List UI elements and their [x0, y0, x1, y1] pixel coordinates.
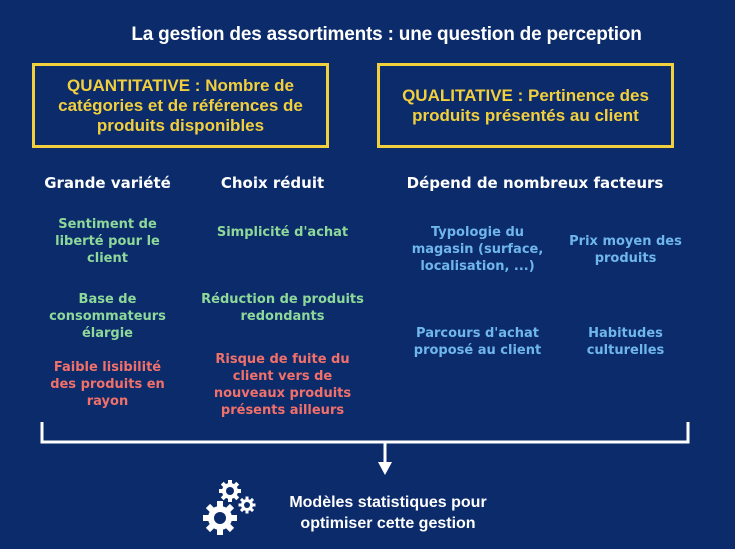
qualitative-label: QUALITATIVE : Pertinence des produits présentés au client [402, 85, 649, 125]
item-liberte: Sentiment de liberté pour le client [55, 217, 160, 266]
gears-icon [200, 475, 260, 537]
item-reduction: Réduction de produits redondants [201, 292, 364, 324]
item-parcours: Parcours d'achat proposé au client [413, 326, 542, 358]
item-simplicite: Simplicité d'achat [216, 225, 349, 240]
quantitative-label: QUANTITATIVE : Nombre de catégories et de références de produits disponibles [58, 75, 303, 135]
conclusion-text: Modèles statistiques pour optimiser cette gestion [289, 494, 487, 532]
heading-facteurs: Dépend de nombreux facteurs [406, 174, 664, 192]
heading-choix-reduit: Choix réduit [220, 174, 325, 192]
item-habitudes: Habitudes culturelles [586, 326, 665, 358]
item-base-consommateurs: Base de consommateurs élargie [49, 292, 166, 341]
heading-grande-variete: Grande variété [44, 174, 171, 192]
item-faible-lisibilite: Faible lisibilité des produits en rayon [50, 360, 165, 409]
item-prix-moyen: Prix moyen des produits [569, 234, 682, 266]
item-typologie: Typologie du magasin (surface, localisation, ...) [411, 225, 544, 274]
diagram-title: La gestion des assortiments : une question de perception [131, 24, 642, 45]
item-risque-fuite: Risque de fuite du client vers de nouveaux produits présents ailleurs [213, 352, 352, 418]
